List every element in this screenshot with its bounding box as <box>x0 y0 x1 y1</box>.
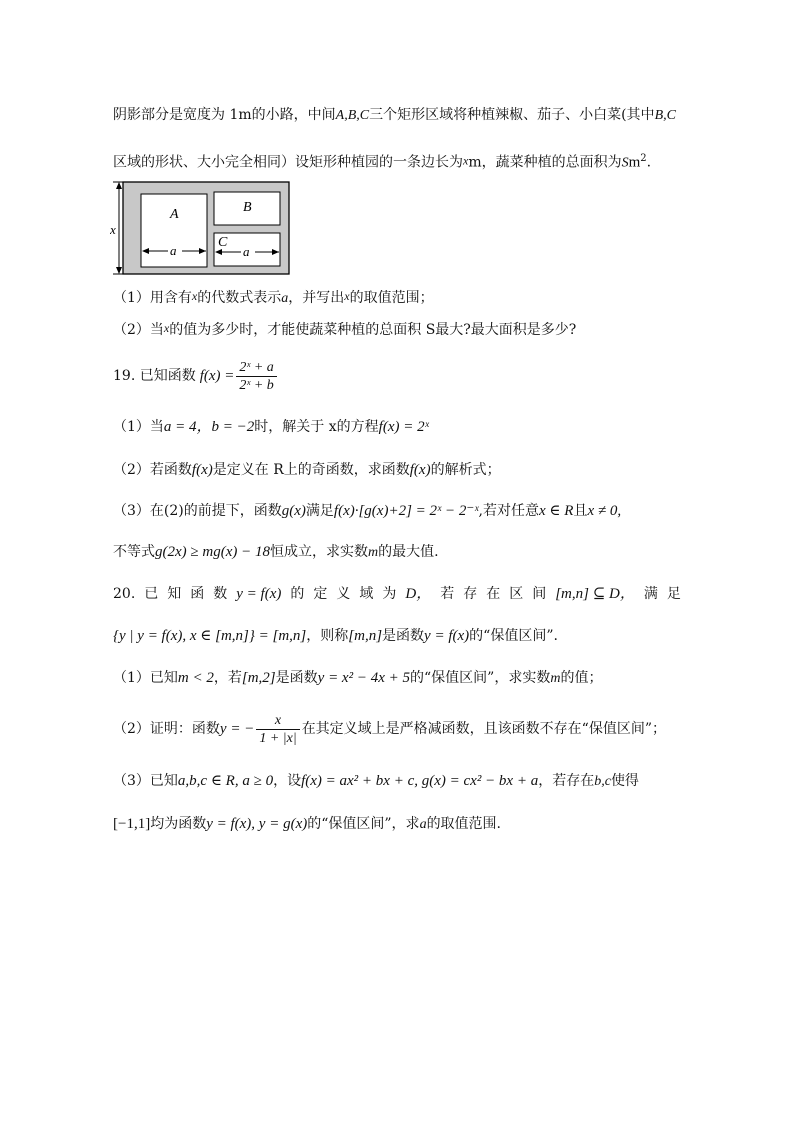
q20-definition-line: {y | y = f(x), x ∈ [m,n]} = [m,n]，则称[m,n]是函数y = f(x)的“保值区间”. <box>113 628 558 644</box>
q19-heading: 19. 已知函数 f(x) = $\frac{\text{2ˣ + a}}{\text{2ˣ + b}}$ <box>113 356 279 396</box>
label-b-region: B <box>243 200 252 215</box>
q20-part-2: （2）证明：函数 y = − $\frac{x}{1 + |x|}$ 在其定义域上是严格减函数，且该函数不存在“保值区间”； <box>113 712 667 746</box>
q18-part-1: （1）用含有x的代数式表示a，并写出x的取值范围； <box>113 289 434 306</box>
label-a-width-1: a <box>170 243 177 258</box>
q20-part-1: （1）已知m < 2，若[m,2]是函数y = x² − 4x + 5的“保值区间”，求实数m的值； <box>113 670 603 686</box>
q20-fraction: $\frac{x}{1 + |x|}$ <box>256 712 299 747</box>
q19-part-1: （1）当a = 4，b = −2时，解关于 x的方程f(x) = 2ˣ <box>113 419 429 435</box>
label-a-width-2: a <box>243 244 250 259</box>
q19-part-3-line-2: 不等式g(2x) ≥ mg(x) − 18恒成立，求实数m的最大值. <box>113 544 439 560</box>
q20-part-3-line-2: [−1,1]均为函数y = f(x), y = g(x)的“保值区间”，求a的取值范围. <box>113 816 502 832</box>
label-a-region: A <box>170 207 179 222</box>
q19-part-3-line-1: （3）在(2)的前提下，函数g(x)满足f(x)·[g(x)+2] = 2ˣ − 2⁻ˣ,若对任意x ∈ R且x ≠ 0, <box>113 503 622 519</box>
label-x: x <box>110 222 116 237</box>
label-c-region: C <box>218 235 228 250</box>
q20-heading: 20. 已 知 函 数 y = f(x) 的 定 义 域 为 D， 若 存 在 区 间 [m,n] ⊆ D， 满 足 <box>113 586 681 602</box>
intro-line-2: 区域的形状、大小完全相同）设矩形种植园的一条边长为xm，蔬菜种植的总面积为Sm$^2$. <box>113 153 652 171</box>
q19-fraction: $\frac{\text{2ˣ + a}}{\text{2ˣ + b}}$ <box>236 359 276 394</box>
garden-diagram <box>110 178 295 278</box>
intro-line-1: 阴影部分是宽度为 1m的小路，中间A,B,C三个矩形区域将种植辣椒、茄子、小白菜(其中B,C <box>113 107 676 123</box>
q20-part-3-line-1: （3）已知a,b,c ∈ R, a ≥ 0，设f(x) = ax² + bx + c, g(x) = cx² − bx + a，若存在b,c使得 <box>113 773 639 789</box>
q18-part-2: （2）当x的值为多少时，才能使蔬菜种植的总面积 S最大?最大面积是多少? <box>113 321 577 338</box>
q19-part-2: （2）若函数f(x)是定义在 R上的奇函数，求函数f(x)的解析式； <box>113 462 501 478</box>
